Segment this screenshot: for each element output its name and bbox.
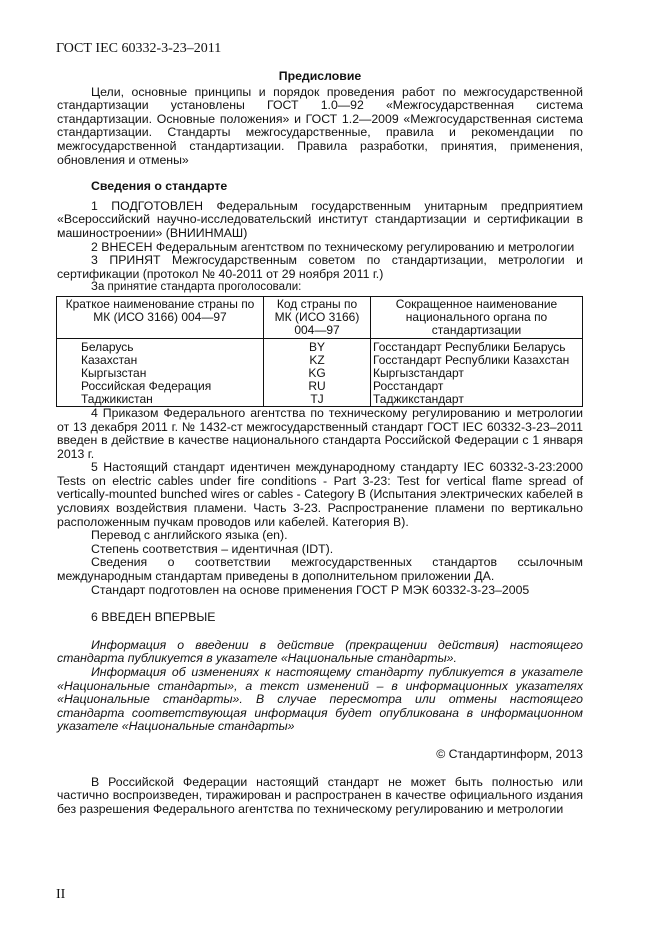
table-row [57,338,583,354]
info-paragraph-2: Информация об изменениях к настоящему стандарту публикуется в указателе «Национальные стандарты», а текст изменений – в информационных указателях «Национальные стандарты». В случае пересмотра или отмены настоящего стандарта соответствующая информация будет опубликована в информационном указателе «Национальные стандарты» [57,665,583,734]
preface-paragraph: Цели, основные принципы и порядок проведения работ по межгосударственной стандартизации установлены ГОСТ 1.0—92 «Межгосударственная система стандартизации. Основные положения» и ГОСТ 1.2—2009 «Межгосударственная система стандартизации. Стандарты межгосударственные, правила и рекомендации по межгосударственной стандартизации. Правила разработки, принятия, применения, обновления и отмены» [57,84,583,167]
table-cell-code: KZ [264,354,371,367]
copyright-line: © Стандартинформ, 2013 [436,746,583,761]
table-header-body: Сокращенное наименование национального органа по стандартизации [371,296,583,338]
table-cell-code: RU [264,380,371,393]
item-5: 5 Настоящий стандарт идентичен международному стандарту IEC 60332-3-23:2000 Tests on electric cables under fire conditions - Part 3-23: Test for vertical flame spread of vertically-mounted bunched wires or cables - Category B (Испытания электрических кабелей в условиях воздействия пламени. Часть 3-23. Распространение пламени по вертикально расположенным пучкам проводов или кабелей. Категория В). [57,460,583,529]
page-number: II [56,887,66,902]
table-cell-code: TJ [264,393,371,407]
item-3: 3 ПРИНЯТ Межгосударственным советом по стандартизации, метрологии и сертификации (протокол № 40-2011 от 29 ноября 2011 г.) [57,253,583,281]
rights-notice: В Российской Федерации настоящий стандарт не может быть полностью или частично воспроизведен, тиражирован и распространен в качестве официального издания без разрешения Федерального агентства по техническому регулированию и метрологии [57,774,583,816]
table-cell-body: Госстандарт Республики Казахстан [371,354,583,367]
based-on-note: Стандарт подготовлен на основе применения ГОСТ Р МЭК 60332-3-23–2005 [91,582,530,597]
table-row [57,380,583,393]
voted-label: За принятие стандарта проголосовали: [91,281,302,294]
references-note: Сведения о соответствии межгосударственных стандартов ссылочным международным стандартам приведены в дополнительном приложении ДА. [57,555,583,584]
conformity-note: Степень соответствия – идентичная (IDT). [91,541,334,556]
running-header: ГОСТ IEC 60332-3-23–2011 [56,41,222,56]
table-cell-body: Таджикстандарт [371,393,583,407]
item-6: 6 ВВЕДЕН ВПЕРВЫЕ [91,610,216,625]
info-paragraph-1: Информация о введении в действие (прекращении действия) настоящего стандарта публикуется в указателе «Национальные стандарты». [57,637,583,666]
translation-note: Перевод с английского языка (en). [91,528,288,543]
table-cell-body: Госстандарт Республики Беларусь [371,338,583,354]
item-4: 4 Приказом Федерального агентства по техническому регулированию и метрологии от 13 декабря 2011 г. № 1432-ст межгосударственный стандарт ГОСТ IEC 60332-3-23–2011 введен в действие в качестве национального стандарта Российской Федерации с 1 января 2013 г. [57,405,583,461]
table-cell-code: KG [264,367,371,380]
table-header-row [57,296,583,338]
table-cell-body: Кыргызстандарт [371,367,583,380]
table-cell-country: Беларусь [57,338,264,354]
table-row [57,354,583,367]
table-cell-body: Росстандарт [371,380,583,393]
table-header-country: Краткое наименование страны по МК (ИСО 3166) 004—97 [57,296,264,338]
voting-table [56,296,583,407]
item-2: 2 ВНЕСЕН Федеральным агентством по техническому регулированию и метрологии [91,239,575,254]
table-header-code: Код страны по МК (ИСО 3166) 004—97 [264,296,371,338]
info-section-title: Сведения о стандарте [91,179,228,194]
document-body [57,70,583,816]
table-cell-country: Российская Федерация [57,380,264,393]
preface-title: Предисловие [278,69,362,83]
table-cell-country: Таджикистан [57,393,264,407]
table-cell-country: Казахстан [57,354,264,367]
table-row [57,367,583,380]
table-cell-code: BY [264,338,371,354]
table-row [57,393,583,407]
item-1: 1 ПОДГОТОВЛЕН Федеральным государственным унитарным предприятием «Всероссийский научно-исследовательский институт стандартизации и сертификации в машиностроении» (ВНИИНМАШ) [57,198,583,240]
table-cell-country: Кыргызстан [57,367,264,380]
